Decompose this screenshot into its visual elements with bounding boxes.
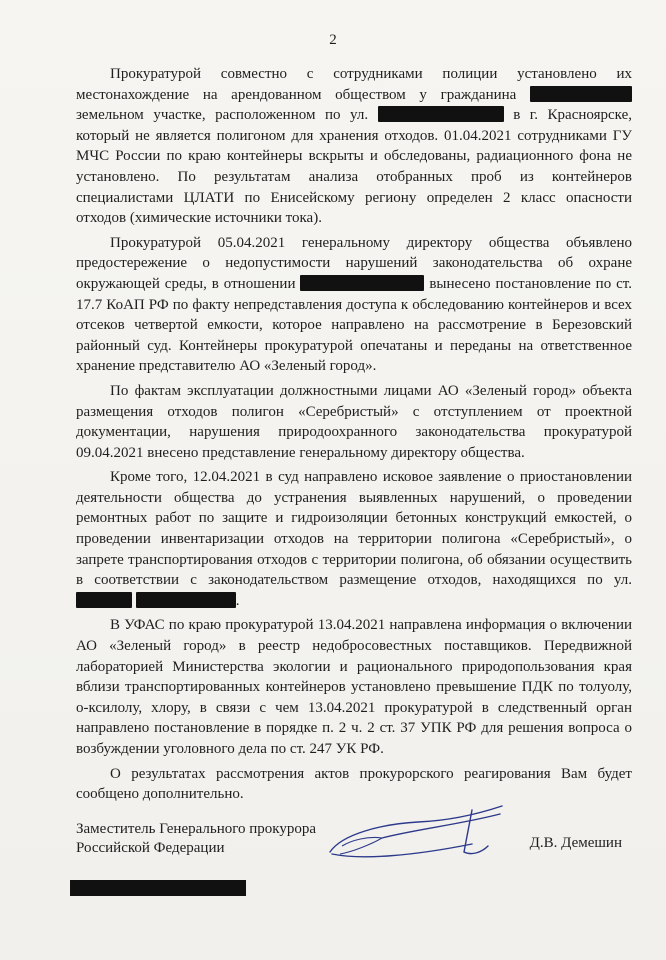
signer-title-line-2: Российской Федерации xyxy=(76,840,225,856)
paragraph-1 xyxy=(76,64,632,229)
redaction-block xyxy=(70,880,246,896)
redaction-block xyxy=(530,86,632,102)
paragraph-1-text-b: земельном участке, расположенном по ул. xyxy=(76,107,378,124)
paragraph-6-text: О результатах рассмотрения актов прокурорского реагирования Вам будет сообщено дополнительно. xyxy=(76,765,632,803)
signer-title-line-1: Заместитель Генерального прокурора xyxy=(76,821,317,837)
paragraph-4-text-c: . xyxy=(235,592,240,609)
page-number: 2 xyxy=(329,32,337,48)
signer-name: Д.В. Демешин xyxy=(529,835,622,851)
paragraph-3-text: По фактам эксплуатации должностными лицами АО «Зеленый город» объекта размещения отходов полигон «Серебристый» с отступлением от проектной документации, нарушения природоохранного законодательства прокуратурой 09.04.2021 внесено представление генеральному директору общества. xyxy=(76,382,632,461)
redaction-block xyxy=(136,592,236,608)
paragraph-1-text-a: Прокуратурой совместно с сотрудниками полиции установлено их местонахождение на арендованном обществом у гражданина xyxy=(76,66,632,103)
paragraph-5 xyxy=(76,615,632,759)
paragraph-5-text: В УФАС по краю прокуратурой 13.04.2021 направлена информация о включении АО «Зеленый город» в реестр недобросовестных поставщиков. Передвижной лабораторией Министерства экологии и рационального природопользования края вблизи транспортированных контейнеров установлено превышение ПДК по толуолу, о-ксилолу, хлору, в связи с чем 13.04.2021 прокуратурой в следственный орган направлено постановление в порядке п. 2 ч. 2 ст. 37 УПК РФ для решения вопроса о возбуждении уголовного дела по ст. 247 УК РФ. xyxy=(76,617,632,757)
redaction-block xyxy=(300,275,424,291)
paragraph-2 xyxy=(76,233,632,377)
letter-body xyxy=(76,64,632,805)
paragraph-4-text-a: Кроме того, 12.04.2021 в суд направлено исковое заявление о приостановлении деятельности общества до устранения выявленных нарушений, о проведении ремонтных работ по защите и гидроизоляции бетонных конструкций емкостей, о проведении инвентаризации отходов на территории полигона «Серебристый», о запрете транспортирования отходов с территории полигона, об обязании осуществить в соответствии с законодательством размещение отходов, находящихся по ул. xyxy=(76,469,632,589)
handwritten-signature xyxy=(322,794,522,864)
redaction-block xyxy=(76,592,132,608)
redaction-block xyxy=(378,106,504,122)
paragraph-1-text-c: в г. Красноярске, который не является полигоном для хранения отходов. 01.04.2021 сотрудниками ГУ МЧС России по краю контейнеры вскрыты и обследованы, радиационного фона не установлено. По результатам анализа отобранных проб из контейнеров специалистами ЦЛАТИ по Енисейскому региону определен 2 класс опасности отходов (химические источники тока). xyxy=(76,107,632,227)
paragraph-3 xyxy=(76,381,632,463)
paragraph-2-text-a: Прокуратурой 05.04.2021 генеральному директору общества объявлено предостережение о недопустимости нарушений законодательства об охране окружающей среды, в отношении xyxy=(76,234,632,292)
paragraph-4 xyxy=(76,467,632,611)
paragraph-2-text-b: вынесено постановление по ст. 17.7 КоАП РФ по факту непредставления доступа к обследованию контейнеров и всех отсеков четвертой емкости, которое направлено на рассмотрение в Березовский районный суд. Контейнеры прокуратурой опечатаны и переданы на ответственное хранение представителю АО «Зеленый город». xyxy=(76,275,632,375)
